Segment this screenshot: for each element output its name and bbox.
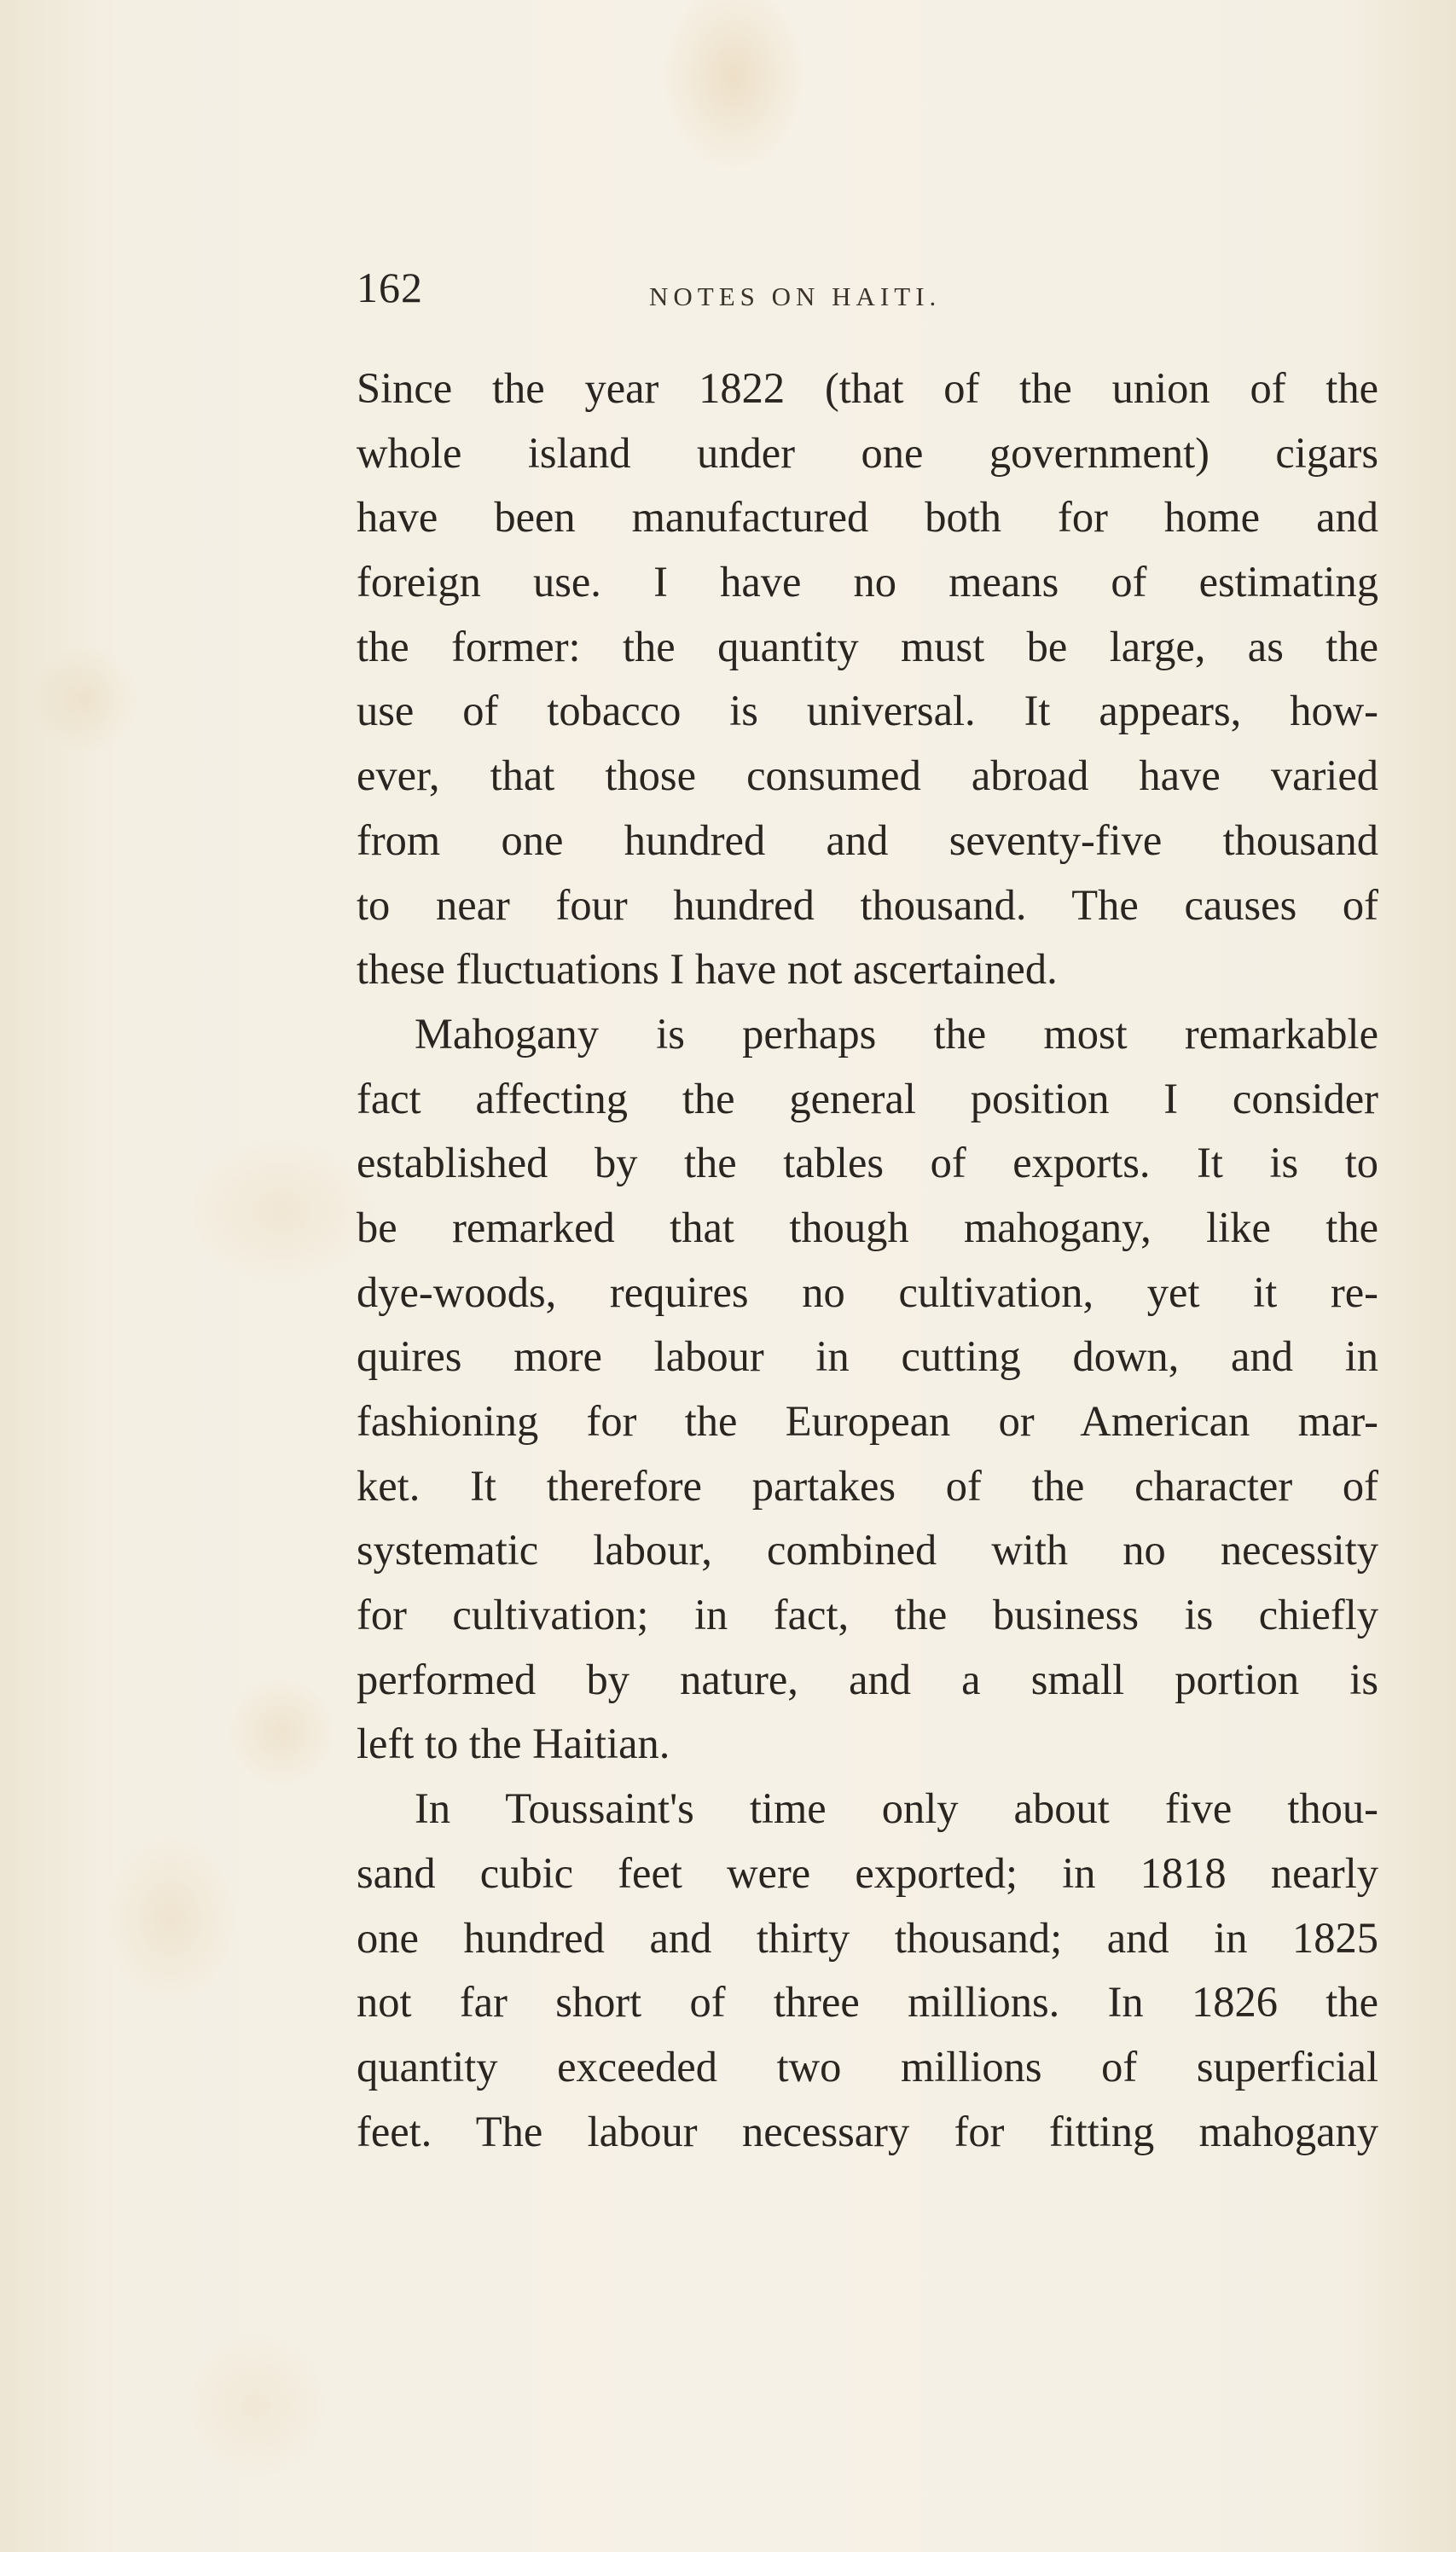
text-line: quantity exceeded two millions of superficial [357, 2042, 1378, 2091]
text-line: Mahogany is perhaps the most remarkable [415, 1009, 1378, 1058]
text-line: foreign use. I have no means of estimating [357, 558, 1378, 606]
text-line: performed by nature, and a small portion is [357, 1655, 1378, 1703]
text-line: for cultivation; in fact, the business is chiefly [357, 1591, 1378, 1639]
text-line: ket. It therefore partakes of the character of [357, 1461, 1378, 1510]
text-line: In Toussaint's time only about five thou- [415, 1784, 1378, 1833]
text-line: whole island under one government) cigars [357, 428, 1378, 477]
text-line: ever, that those consumed abroad have varied [357, 751, 1378, 800]
text-line: left to the Haitian. [357, 1720, 670, 1768]
text-line: quires more labour in cutting down, and in [357, 1332, 1378, 1381]
paragraph-mahogany [357, 1002, 1378, 1777]
text-line: dye-woods, requires no cultivation, yet it re- [357, 1267, 1378, 1316]
text-line: Since the year 1822 (that of the union of the [357, 364, 1378, 412]
text-line: fact affecting the general position I consider [357, 1074, 1378, 1122]
text-line: one hundred and thirty thousand; and in 1825 [357, 1913, 1378, 1962]
text-line: sand cubic feet were exported; in 1818 nearly [357, 1848, 1378, 1897]
text-line: systematic labour, combined with no necessity [357, 1526, 1378, 1575]
paragraph-cigars [357, 357, 1378, 1002]
text-line: to near four hundred thousand. The causes of [357, 880, 1378, 929]
page-number: 162 [357, 264, 423, 311]
text-line: not far short of three millions. In 1826 the [357, 1978, 1378, 2027]
text-line: be remarked that though mahogany, like the [357, 1203, 1378, 1251]
text-line: have been manufactured both for home and [357, 493, 1378, 542]
text-line: established by the tables of exports. It is to [357, 1139, 1378, 1187]
page-header [357, 263, 1380, 331]
text-line: feet. The labour necessary for fitting mahogany [357, 2107, 1378, 2155]
text-line: fashioning for the European or American mar- [357, 1397, 1378, 1445]
text-line: from one hundred and seventy-five thousand [357, 815, 1378, 864]
running-head: NOTES ON HAITI. [649, 281, 942, 311]
paragraph-exports [357, 1777, 1378, 2164]
body-text [357, 357, 1378, 2164]
text-line: use of tobacco is universal. It appears, how- [357, 687, 1378, 735]
text-line: these fluctuations I have not ascertained. [357, 945, 1058, 994]
text-line: the former: the quantity must be large, as the [357, 622, 1378, 670]
